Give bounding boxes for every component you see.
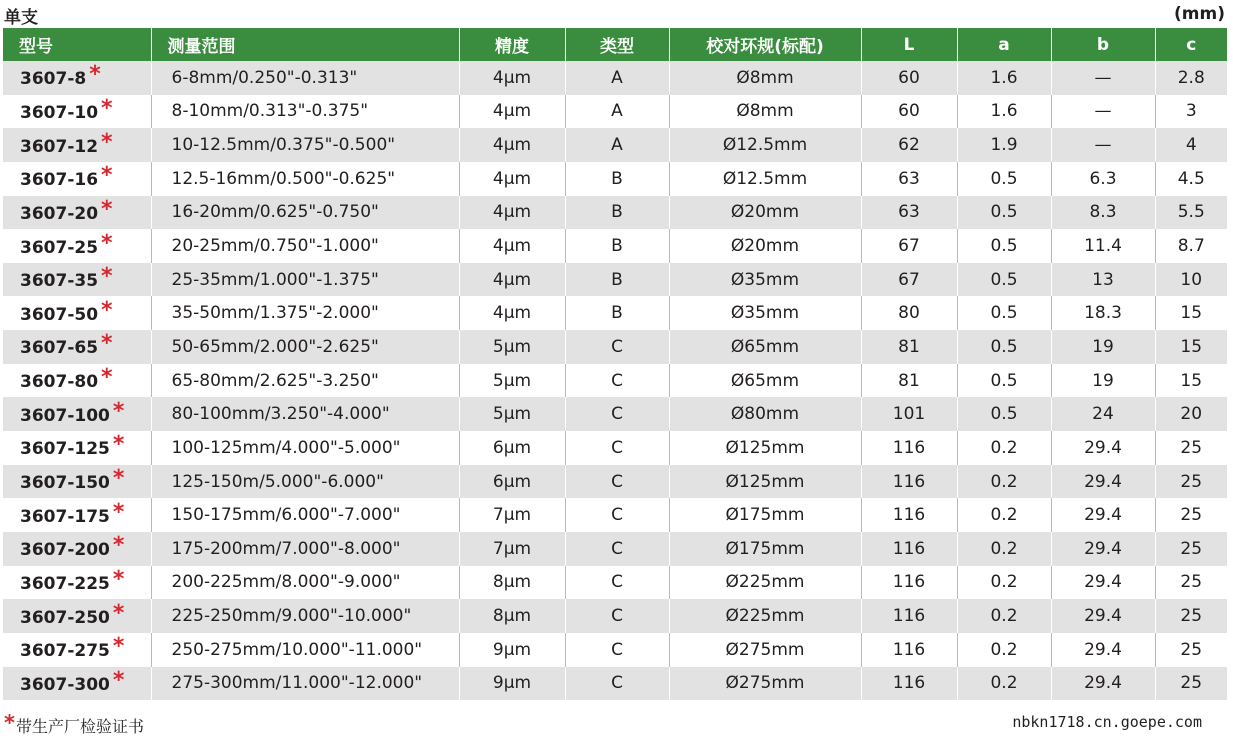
dim-b-cell: 29.4 <box>1051 566 1155 600</box>
dim-c-cell: 20 <box>1155 397 1227 431</box>
table-row <box>3 128 1227 162</box>
table-row <box>3 566 1227 600</box>
dim-b-cell: 8.3 <box>1051 196 1155 230</box>
certificate-star-icon: * <box>112 600 125 626</box>
ring-gauge-cell: Ø8mm <box>669 61 861 95</box>
length-cell: 63 <box>861 162 957 196</box>
dim-c-cell: 4.5 <box>1155 162 1227 196</box>
column-header-b: b <box>1051 28 1155 61</box>
certificate-star-icon: * <box>101 129 113 155</box>
table-row <box>3 162 1227 196</box>
table-row <box>3 229 1227 263</box>
ring-gauge-cell: Ø125mm <box>669 465 861 499</box>
length-cell: 62 <box>861 128 957 162</box>
dim-a-cell: 0.2 <box>957 465 1051 499</box>
length-cell: 81 <box>861 330 957 364</box>
model-number: 3607-50 <box>20 304 99 325</box>
certificate-star-icon: * <box>112 533 125 559</box>
type-cell: C <box>565 397 669 431</box>
length-cell: 116 <box>861 532 957 566</box>
dim-b-cell: — <box>1051 95 1155 129</box>
accuracy-cell: 7μm <box>459 532 565 566</box>
model-cell <box>3 296 151 330</box>
dim-a-cell: 0.5 <box>957 330 1051 364</box>
length-cell: 116 <box>861 498 957 532</box>
model-number: 3607-25 <box>20 237 99 258</box>
dim-c-cell: 25 <box>1155 498 1227 532</box>
certificate-star-icon: * <box>101 331 113 357</box>
accuracy-cell: 4μm <box>459 61 565 95</box>
accuracy-cell: 4μm <box>459 162 565 196</box>
model-number: 3607-175 <box>20 506 110 527</box>
ring-gauge-cell: Ø275mm <box>669 633 861 667</box>
range-cell: 80-100mm/3.250"-4.000" <box>151 397 459 431</box>
dim-c-cell: 2.8 <box>1155 61 1227 95</box>
dim-b-cell: 19 <box>1051 364 1155 398</box>
accuracy-cell: 4μm <box>459 229 565 263</box>
accuracy-cell: 9μm <box>459 633 565 667</box>
table-row <box>3 296 1227 330</box>
certificate-star-icon: * <box>101 196 113 222</box>
dim-a-cell: 0.2 <box>957 599 1051 633</box>
type-cell: C <box>565 364 669 398</box>
length-cell: 116 <box>861 465 957 499</box>
accuracy-cell: 4μm <box>459 95 565 129</box>
dim-c-cell: 3 <box>1155 95 1227 129</box>
dim-a-cell: 1.6 <box>957 61 1051 95</box>
certificate-star-icon: * <box>112 432 125 458</box>
dim-b-cell: 18.3 <box>1051 296 1155 330</box>
dim-a-cell: 0.5 <box>957 162 1051 196</box>
table-body <box>3 61 1227 700</box>
range-cell: 275-300mm/11.000"-12.000" <box>151 667 459 701</box>
accuracy-cell: 5μm <box>459 330 565 364</box>
range-cell: 35-50mm/1.375"-2.000" <box>151 296 459 330</box>
type-cell: C <box>565 667 669 701</box>
dim-c-cell: 10 <box>1155 263 1227 297</box>
length-cell: 67 <box>861 263 957 297</box>
table-row <box>3 633 1227 667</box>
certificate-star-icon: * <box>112 667 125 693</box>
range-cell: 65-80mm/2.625"-3.250" <box>151 364 459 398</box>
table-row <box>3 364 1227 398</box>
ring-gauge-cell: Ø35mm <box>669 296 861 330</box>
column-header-model: 型号 <box>3 28 151 61</box>
model-cell <box>3 532 151 566</box>
length-cell: 81 <box>861 364 957 398</box>
length-cell: 116 <box>861 431 957 465</box>
dim-b-cell: 29.4 <box>1051 599 1155 633</box>
dim-b-cell: — <box>1051 128 1155 162</box>
certificate-star-icon: * <box>101 230 113 256</box>
spec-table <box>3 28 1227 700</box>
type-cell: A <box>565 128 669 162</box>
dim-b-cell: 29.4 <box>1051 431 1155 465</box>
accuracy-cell: 6μm <box>459 465 565 499</box>
dim-c-cell: 25 <box>1155 431 1227 465</box>
model-cell <box>3 431 151 465</box>
type-cell: B <box>565 263 669 297</box>
dim-b-cell: 11.4 <box>1051 229 1155 263</box>
model-cell <box>3 128 151 162</box>
type-cell: C <box>565 498 669 532</box>
accuracy-cell: 4μm <box>459 128 565 162</box>
range-cell: 50-65mm/2.000"-2.625" <box>151 330 459 364</box>
table-row <box>3 61 1227 95</box>
dim-a-cell: 0.5 <box>957 397 1051 431</box>
unit-label: 单支 <box>4 8 38 28</box>
model-cell <box>3 162 151 196</box>
type-cell: A <box>565 61 669 95</box>
model-cell <box>3 498 151 532</box>
accuracy-cell: 4μm <box>459 296 565 330</box>
certificate-star-icon: * <box>112 566 125 592</box>
model-number: 3607-200 <box>20 540 110 561</box>
dim-b-cell: 24 <box>1051 397 1155 431</box>
dim-a-cell: 0.5 <box>957 296 1051 330</box>
certificate-star-icon: * <box>89 62 101 88</box>
model-cell <box>3 196 151 230</box>
accuracy-cell: 4μm <box>459 196 565 230</box>
model-cell <box>3 95 151 129</box>
dim-c-cell: 25 <box>1155 566 1227 600</box>
dim-c-cell: 25 <box>1155 633 1227 667</box>
column-header-a: a <box>957 28 1051 61</box>
length-cell: 63 <box>861 196 957 230</box>
table-row <box>3 599 1227 633</box>
ring-gauge-cell: Ø12.5mm <box>669 128 861 162</box>
length-cell: 80 <box>861 296 957 330</box>
ring-gauge-cell: Ø125mm <box>669 431 861 465</box>
accuracy-cell: 6μm <box>459 431 565 465</box>
type-cell: B <box>565 196 669 230</box>
model-cell <box>3 667 151 701</box>
dim-b-cell: 29.4 <box>1051 633 1155 667</box>
dim-b-cell: 29.4 <box>1051 465 1155 499</box>
ring-gauge-cell: Ø65mm <box>669 364 861 398</box>
model-number: 3607-16 <box>20 170 99 191</box>
length-cell: 116 <box>861 667 957 701</box>
model-cell <box>3 263 151 297</box>
type-cell: A <box>565 95 669 129</box>
dim-a-cell: 0.2 <box>957 667 1051 701</box>
dim-a-cell: 0.2 <box>957 532 1051 566</box>
certificate-star-icon: * <box>101 297 113 323</box>
table-row <box>3 330 1227 364</box>
accuracy-cell: 9μm <box>459 667 565 701</box>
table-row <box>3 532 1227 566</box>
type-cell: C <box>565 431 669 465</box>
model-cell <box>3 566 151 600</box>
accuracy-cell: 5μm <box>459 364 565 398</box>
accuracy-cell: 8μm <box>459 599 565 633</box>
type-cell: B <box>565 296 669 330</box>
certificate-star-icon: * <box>4 711 15 735</box>
dim-a-cell: 0.5 <box>957 196 1051 230</box>
ring-gauge-cell: Ø225mm <box>669 599 861 633</box>
model-number: 3607-225 <box>20 573 110 594</box>
dim-b-cell: 29.4 <box>1051 498 1155 532</box>
column-header-type: 类型 <box>565 28 669 61</box>
table-row <box>3 431 1227 465</box>
type-cell: B <box>565 162 669 196</box>
dim-a-cell: 0.5 <box>957 263 1051 297</box>
range-cell: 200-225mm/8.000"-9.000" <box>151 566 459 600</box>
dim-a-cell: 0.2 <box>957 431 1051 465</box>
model-number: 3607-250 <box>20 607 110 628</box>
unit-note: (mm) <box>1174 4 1225 24</box>
model-number: 3607-35 <box>20 271 99 292</box>
dim-b-cell: 13 <box>1051 263 1155 297</box>
column-header-ring: 校对环规(标配) <box>669 28 861 61</box>
model-cell <box>3 633 151 667</box>
certificate-star-icon: * <box>101 95 113 121</box>
range-cell: 25-35mm/1.000"-1.375" <box>151 263 459 297</box>
type-cell: B <box>565 229 669 263</box>
range-cell: 20-25mm/0.750"-1.000" <box>151 229 459 263</box>
certificate-star-icon: * <box>101 163 113 189</box>
ring-gauge-cell: Ø80mm <box>669 397 861 431</box>
length-cell: 101 <box>861 397 957 431</box>
range-cell: 8-10mm/0.313"-0.375" <box>151 95 459 129</box>
range-cell: 12.5-16mm/0.500"-0.625" <box>151 162 459 196</box>
ring-gauge-cell: Ø175mm <box>669 532 861 566</box>
model-cell <box>3 599 151 633</box>
ring-gauge-cell: Ø275mm <box>669 667 861 701</box>
length-cell: 60 <box>861 61 957 95</box>
source-url: nbkn1718.cn.goepe.com <box>1012 713 1202 731</box>
model-number: 3607-275 <box>20 641 110 662</box>
table-row <box>3 263 1227 297</box>
length-cell: 116 <box>861 633 957 667</box>
dim-a-cell: 1.6 <box>957 95 1051 129</box>
column-header-c: c <box>1155 28 1227 61</box>
dim-a-cell: 0.2 <box>957 498 1051 532</box>
table-row <box>3 196 1227 230</box>
dim-b-cell: 29.4 <box>1051 532 1155 566</box>
ring-gauge-cell: Ø12.5mm <box>669 162 861 196</box>
certificate-star-icon: * <box>112 499 125 525</box>
table-row <box>3 397 1227 431</box>
range-cell: 175-200mm/7.000"-8.000" <box>151 532 459 566</box>
model-number: 3607-12 <box>20 136 99 157</box>
dim-c-cell: 25 <box>1155 599 1227 633</box>
type-cell: C <box>565 330 669 364</box>
model-number: 3607-10 <box>20 102 99 123</box>
footnote-text: 带生产厂检验证书 <box>15 717 144 736</box>
type-cell: C <box>565 465 669 499</box>
dim-c-cell: 4 <box>1155 128 1227 162</box>
accuracy-cell: 7μm <box>459 498 565 532</box>
dim-c-cell: 25 <box>1155 532 1227 566</box>
certificate-star-icon: * <box>112 466 125 491</box>
type-cell: C <box>565 599 669 633</box>
table-header-row <box>3 28 1227 61</box>
ring-gauge-cell: Ø35mm <box>669 263 861 297</box>
accuracy-cell: 5μm <box>459 397 565 431</box>
dim-c-cell: 8.7 <box>1155 229 1227 263</box>
range-cell: 125-150m/5.000"-6.000" <box>151 465 459 499</box>
model-number: 3607-80 <box>20 372 99 393</box>
range-cell: 100-125mm/4.000"-5.000" <box>151 431 459 465</box>
accuracy-cell: 4μm <box>459 263 565 297</box>
type-cell: C <box>565 566 669 600</box>
type-cell: C <box>565 532 669 566</box>
dim-c-cell: 5.5 <box>1155 196 1227 230</box>
model-number: 3607-20 <box>20 203 99 224</box>
model-number: 3607-125 <box>20 439 110 460</box>
column-header-accuracy: 精度 <box>459 28 565 61</box>
certificate-star-icon: * <box>101 264 113 290</box>
model-number: 3607-8 <box>20 69 87 90</box>
dim-c-cell: 25 <box>1155 667 1227 701</box>
ring-gauge-cell: Ø225mm <box>669 566 861 600</box>
certificate-star-icon: * <box>112 634 125 660</box>
table-row <box>3 465 1227 499</box>
column-header-l: L <box>861 28 957 61</box>
dim-b-cell: — <box>1051 61 1155 95</box>
model-number: 3607-65 <box>20 338 99 359</box>
model-number: 3607-300 <box>20 674 110 695</box>
model-number: 3607-100 <box>20 405 110 426</box>
range-cell: 6-8mm/0.250"-0.313" <box>151 61 459 95</box>
ring-gauge-cell: Ø8mm <box>669 95 861 129</box>
length-cell: 116 <box>861 566 957 600</box>
dim-c-cell: 25 <box>1155 465 1227 499</box>
range-cell: 225-250mm/9.000"-10.000" <box>151 599 459 633</box>
dim-b-cell: 19 <box>1051 330 1155 364</box>
model-cell <box>3 61 151 95</box>
length-cell: 67 <box>861 229 957 263</box>
model-cell <box>3 465 151 499</box>
dim-a-cell: 0.5 <box>957 364 1051 398</box>
model-number: 3607-150 <box>20 473 110 493</box>
table-row <box>3 667 1227 701</box>
dim-b-cell: 29.4 <box>1051 667 1155 701</box>
dim-a-cell: 1.9 <box>957 128 1051 162</box>
dim-a-cell: 0.2 <box>957 633 1051 667</box>
dim-a-cell: 0.2 <box>957 566 1051 600</box>
footnote <box>4 713 144 737</box>
table-row <box>3 498 1227 532</box>
ring-gauge-cell: Ø65mm <box>669 330 861 364</box>
range-cell: 150-175mm/6.000"-7.000" <box>151 498 459 532</box>
type-cell: C <box>565 633 669 667</box>
certificate-star-icon: * <box>101 365 113 391</box>
range-cell: 250-275mm/10.000"-11.000" <box>151 633 459 667</box>
certificate-star-icon: * <box>112 398 125 424</box>
ring-gauge-cell: Ø175mm <box>669 498 861 532</box>
accuracy-cell: 8μm <box>459 566 565 600</box>
dim-c-cell: 15 <box>1155 330 1227 364</box>
dim-b-cell: 6.3 <box>1051 162 1155 196</box>
column-header-range: 测量范围 <box>151 28 459 61</box>
model-cell <box>3 229 151 263</box>
model-cell <box>3 364 151 398</box>
model-cell <box>3 330 151 364</box>
table-row <box>3 95 1227 129</box>
range-cell: 16-20mm/0.625"-0.750" <box>151 196 459 230</box>
dim-c-cell: 15 <box>1155 296 1227 330</box>
dim-c-cell: 15 <box>1155 364 1227 398</box>
range-cell: 10-12.5mm/0.375"-0.500" <box>151 128 459 162</box>
ring-gauge-cell: Ø20mm <box>669 229 861 263</box>
dim-a-cell: 0.5 <box>957 229 1051 263</box>
length-cell: 116 <box>861 599 957 633</box>
length-cell: 60 <box>861 95 957 129</box>
ring-gauge-cell: Ø20mm <box>669 196 861 230</box>
model-cell <box>3 397 151 431</box>
